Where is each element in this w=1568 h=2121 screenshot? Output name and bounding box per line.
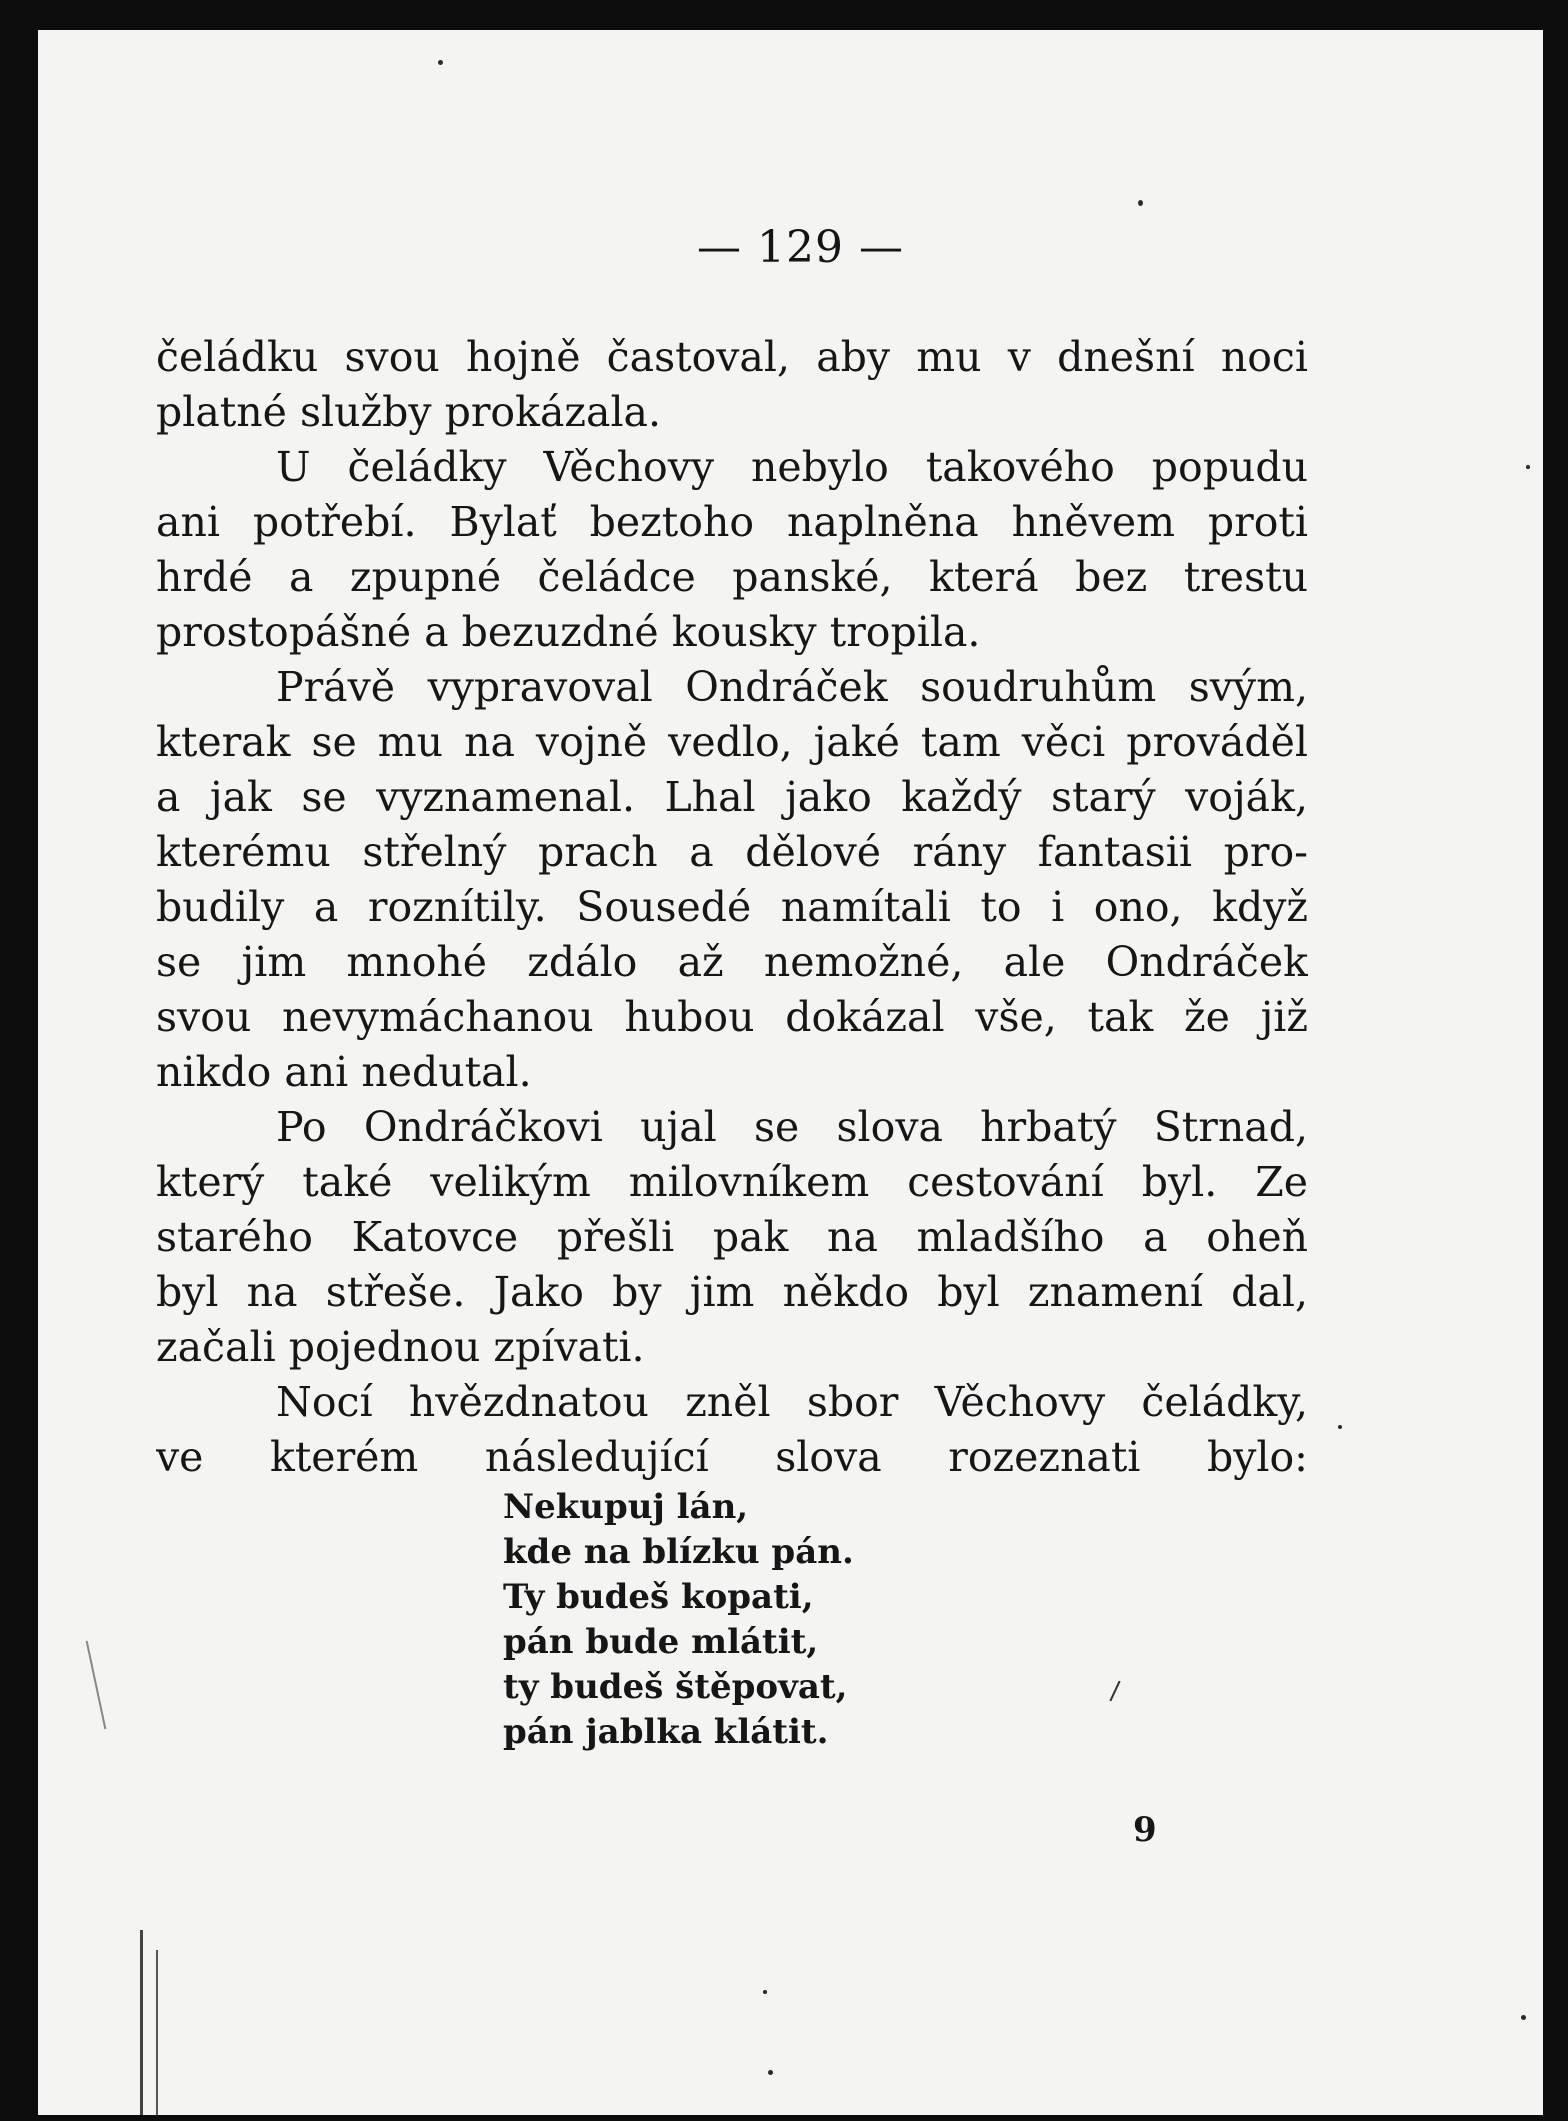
book-page <box>38 30 1543 2115</box>
signature-mark: 9 <box>1133 1810 1157 1850</box>
text-line: Právě vypravoval Ondráček soudruhům svým, <box>276 663 1308 711</box>
body-text <box>156 330 1308 1485</box>
text-line: ve kterém následující slova rozeznati bylo: <box>156 1433 1308 1481</box>
verse-line: pán bude mlátit, <box>503 1622 819 1662</box>
scan-speck <box>768 2070 773 2075</box>
text-line: kterak se mu na vojně vedlo, jaké tam věci prováděl <box>156 718 1308 766</box>
text-line: se jim mnohé zdálo až nemožné, ale Ondráček <box>156 938 1308 986</box>
scan-speck <box>1338 1425 1342 1429</box>
scan-speck <box>763 1990 767 1994</box>
verse-line: pán jablka klátit. <box>503 1712 829 1752</box>
text-line: U čeládky Věchovy nebylo takového popudu <box>276 443 1308 491</box>
scan-speck <box>1138 200 1143 206</box>
text-line: kterému střelný prach a dělové rány fantasii pro- <box>156 828 1308 876</box>
verse-line: Nekupuj lán, <box>503 1487 749 1527</box>
text-line: který také velikým milovníkem cestování byl. Ze <box>156 1158 1308 1206</box>
scan-mark <box>86 1641 107 1729</box>
scan-speck <box>1526 465 1530 469</box>
scan-mark <box>1109 1681 1120 1702</box>
text-line: začali pojednou zpívati. <box>156 1323 645 1371</box>
scan-speck <box>1521 2015 1526 2020</box>
verse-line: kde na blízku pán. <box>503 1532 854 1572</box>
verse <box>503 1485 854 1755</box>
text-line: hrdé a zpupné čeládce panské, která bez trestu <box>156 553 1308 601</box>
verse-line: Ty budeš kopati, <box>503 1577 814 1617</box>
scan-speck <box>438 60 443 65</box>
scan-mark <box>140 1930 143 2115</box>
text-line: budily a roznítily. Sousedé namítali to i ono, když <box>156 883 1308 931</box>
verse-line: ty budeš štěpovat, <box>503 1667 848 1707</box>
text-line: ani potřebí. Bylať beztoho naplněna hněvem proti <box>156 498 1308 546</box>
text-line: Po Ondráčkovi ujal se slova hrbatý Strnad, <box>276 1103 1308 1151</box>
text-line: svou nevymáchanou hubou dokázal vše, tak že již <box>156 993 1308 1041</box>
text-line: byl na střeše. Jako by jim někdo byl znamení dal, <box>156 1268 1308 1316</box>
scan-mark <box>156 1950 158 2115</box>
text-line: prostopášné a bezuzdné kousky tropila. <box>156 608 981 656</box>
text-line: platné služby prokázala. <box>156 388 662 436</box>
text-line: a jak se vyznamenal. Lhal jako každý starý voják, <box>156 773 1308 821</box>
text-line: čeládku svou hojně častoval, aby mu v dnešní noci <box>156 333 1308 381</box>
text-line: Nocí hvězdnatou zněl sbor Věchovy čeládky, <box>276 1378 1308 1426</box>
page-number: — 129 — <box>697 222 904 273</box>
text-line: nikdo ani nedutal. <box>156 1048 532 1096</box>
text-line: starého Katovce přešli pak na mladšího a oheň <box>156 1213 1308 1261</box>
